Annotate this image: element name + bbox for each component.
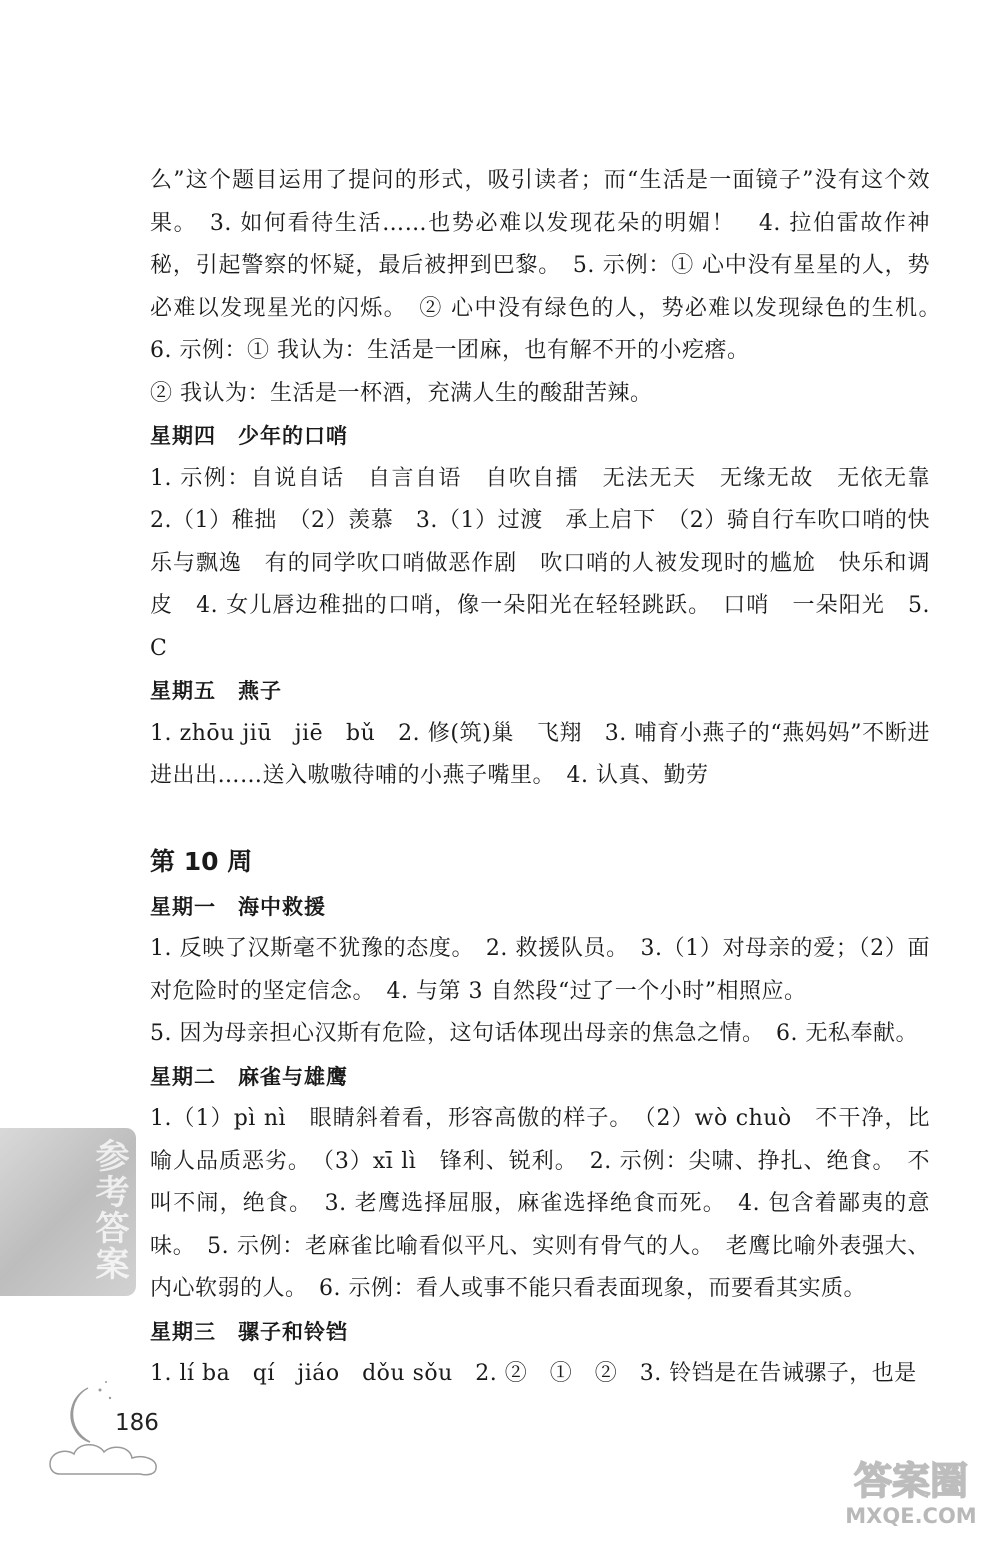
section-wednesday <box>150 1311 930 1396</box>
thursday-heading: 星期四 少年的口哨 <box>150 424 348 448</box>
reference-answers-tab <box>0 1128 136 1296</box>
section-thursday <box>150 415 953 670</box>
monday-answers: 1. 反映了汉斯毫不犹豫的态度。 2. 救援队员。 3.（1）对母亲的爱；（2）面对危险时的坚定信念。 4. 与第 3 自然段“过了一个小时”相照应。 5. 因为母亲担心汉斯有危险，这句话体现出母亲的焦急之情。 6. 无私奉献。 <box>150 936 930 1046</box>
watermark-logo-icon <box>836 1454 986 1504</box>
section-tuesday <box>150 1056 930 1311</box>
intro-paragraph: 么”这个题目运用了提问的形式，吸引读者；而“生活是一面镜子”没有这个效果。 3. 如何看待生活……也势必难以发现花朵的明媚！ 4. 拉伯雷故作神秘，引起警察的怀疑，最后被押到巴黎。 5. 示例：① 心中没有星星的人，势必难以发现星光的闪烁。 ② 心中没有绿色的人，势必难以发现绿色的生机。 6. 示例：① 我认为：生活是一团麻，也有解不开的小疙瘩。 ② 我认为：生活是一杯酒，充满人生的酸甜苦辣。 <box>150 168 930 406</box>
friday-heading: 星期五 燕子 <box>150 679 282 703</box>
week-10-heading: 第 10 周 <box>150 846 253 876</box>
page-number: 186 <box>115 1410 159 1436</box>
wednesday-answers: 1. lí ba qí jiáo dǒu sǒu 2. ② ① ② 3. 铃铛是在告诫骡子，也是 <box>150 1361 917 1386</box>
section-monday <box>150 886 930 1056</box>
svg-text:答案圈: 答案圈 <box>853 1459 969 1503</box>
tuesday-answers: 1.（1）pì nì 眼睛斜着看，形容高傲的样子。 （2）wò chuò 不干净，比喻人品质恶劣。 （3）xī lì 锋利、锐利。 2. 示例：尖啸、挣扎、绝食。 不叫不闹，绝食。 3. 老鹰选择屈服，麻雀选择绝食而死。 4. 包含着鄙夷的意味。 5. 示例：老麻雀比喻看似平凡、实则有骨气的人。 老鹰比喻外表强大、内心软弱的人。 6. 示例：看人或事不能只看表面现象，而要看其实质。 <box>150 1106 930 1301</box>
wednesday-heading: 星期三 骡子和铃铛 <box>150 1319 348 1344</box>
site-watermark <box>836 1454 986 1534</box>
moon-cloud-icon <box>40 1368 180 1478</box>
friday-answers: 1. zhōu jiū jiē bǔ 2. 修(筑)巢 飞翔 3. 哺育小燕子的“燕妈妈”不断进进出出……送入嗷嗷待哺的小燕子嘴里。 4. 认真、勤劳 <box>150 720 930 788</box>
section-friday <box>150 670 930 798</box>
tab-label: 参考答案 <box>89 1138 129 1282</box>
tuesday-heading: 星期二 麻雀与雄鹰 <box>150 1064 348 1089</box>
answer-content <box>150 160 953 1396</box>
monday-heading: 星期一 海中救援 <box>150 894 326 919</box>
thursday-answers: 1. 示例：自说自话 自言自语 自吹自擂 无法无天 无缘无故 无依无靠 2.（1）稚拙 （2）羡慕 3.（1）过渡 承上启下 （2）骑自行车吹口哨的快乐与飘逸 有的同学吹口哨做恶作剧 吹口哨的人被发现时的尴尬 快乐和调皮 4. 女儿唇边稚拙的口哨，像一朵阳光在轻轻跳跃。 口哨 一朵阳光 5. C <box>150 465 953 661</box>
watermark-url: MXQE.COM <box>845 1504 977 1528</box>
